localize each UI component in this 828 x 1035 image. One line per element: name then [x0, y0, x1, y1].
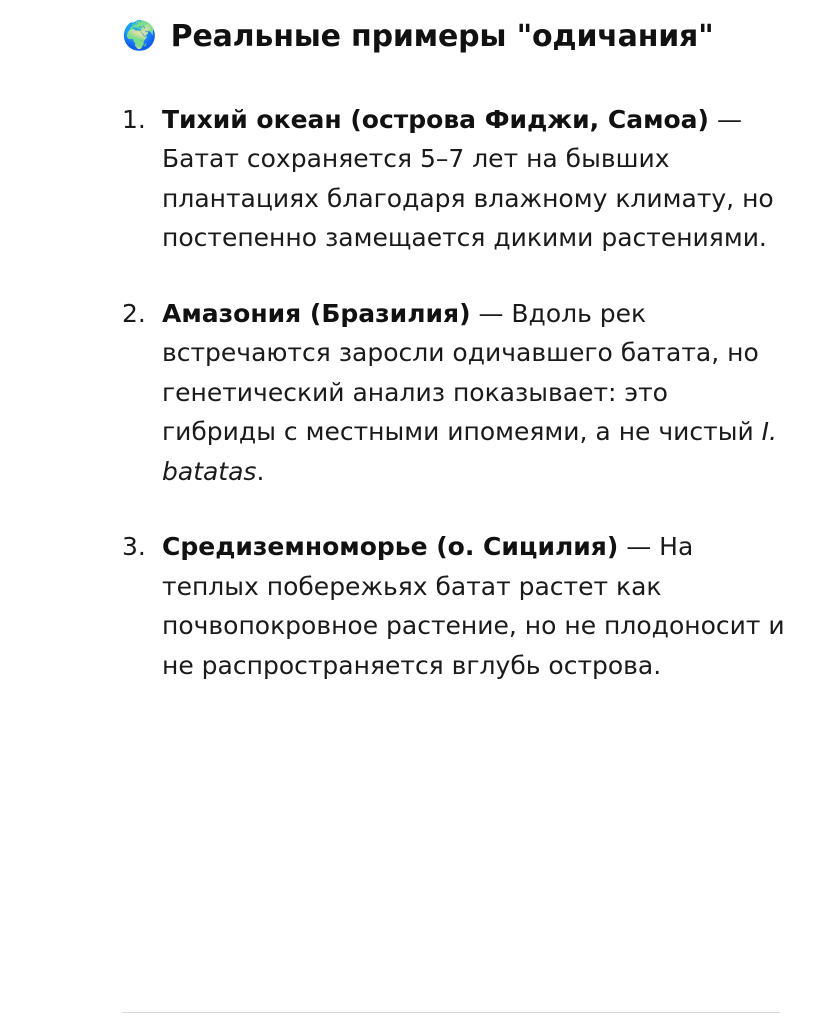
divider	[122, 1012, 780, 1013]
list-item	[122, 100, 788, 258]
page-title	[122, 18, 788, 56]
list-item	[122, 294, 788, 492]
examples-list	[122, 100, 788, 686]
list-item-marker: 3.	[122, 532, 146, 561]
list-item-body: — Батат сохраняется 5–7 лет на бывших плантациях благодаря влажному климату, но постепенно замещается дикими растениями.	[162, 104, 774, 252]
list-item-body-tail: .	[256, 456, 265, 486]
list-item	[122, 527, 788, 685]
globe-icon: 🌍	[122, 19, 157, 52]
list-item-title: Амазония (Бразилия)	[162, 298, 471, 328]
list-item-title: Средиземноморье (о. Сицилия)	[162, 532, 619, 561]
list-item-title: Тихий океан (острова Фиджи, Самоа)	[162, 104, 709, 134]
list-item-marker: 1.	[122, 104, 146, 134]
page-title-text: Реальные примеры "одичания"	[170, 19, 714, 54]
list-item-body-italic: I. batatas	[162, 417, 777, 486]
list-item-marker: 2.	[122, 298, 146, 328]
list-item-body: — Вдоль рек встречаются заросли одичавшего батата, но генетический анализ показывает: это гибриды с местными ипомеями, а не чистый	[162, 298, 762, 446]
list-item-body: — На теплых побережьях батат растет как почвопокровное растение, но не плодоносит и не распространяется вглубь острова.	[162, 532, 785, 680]
